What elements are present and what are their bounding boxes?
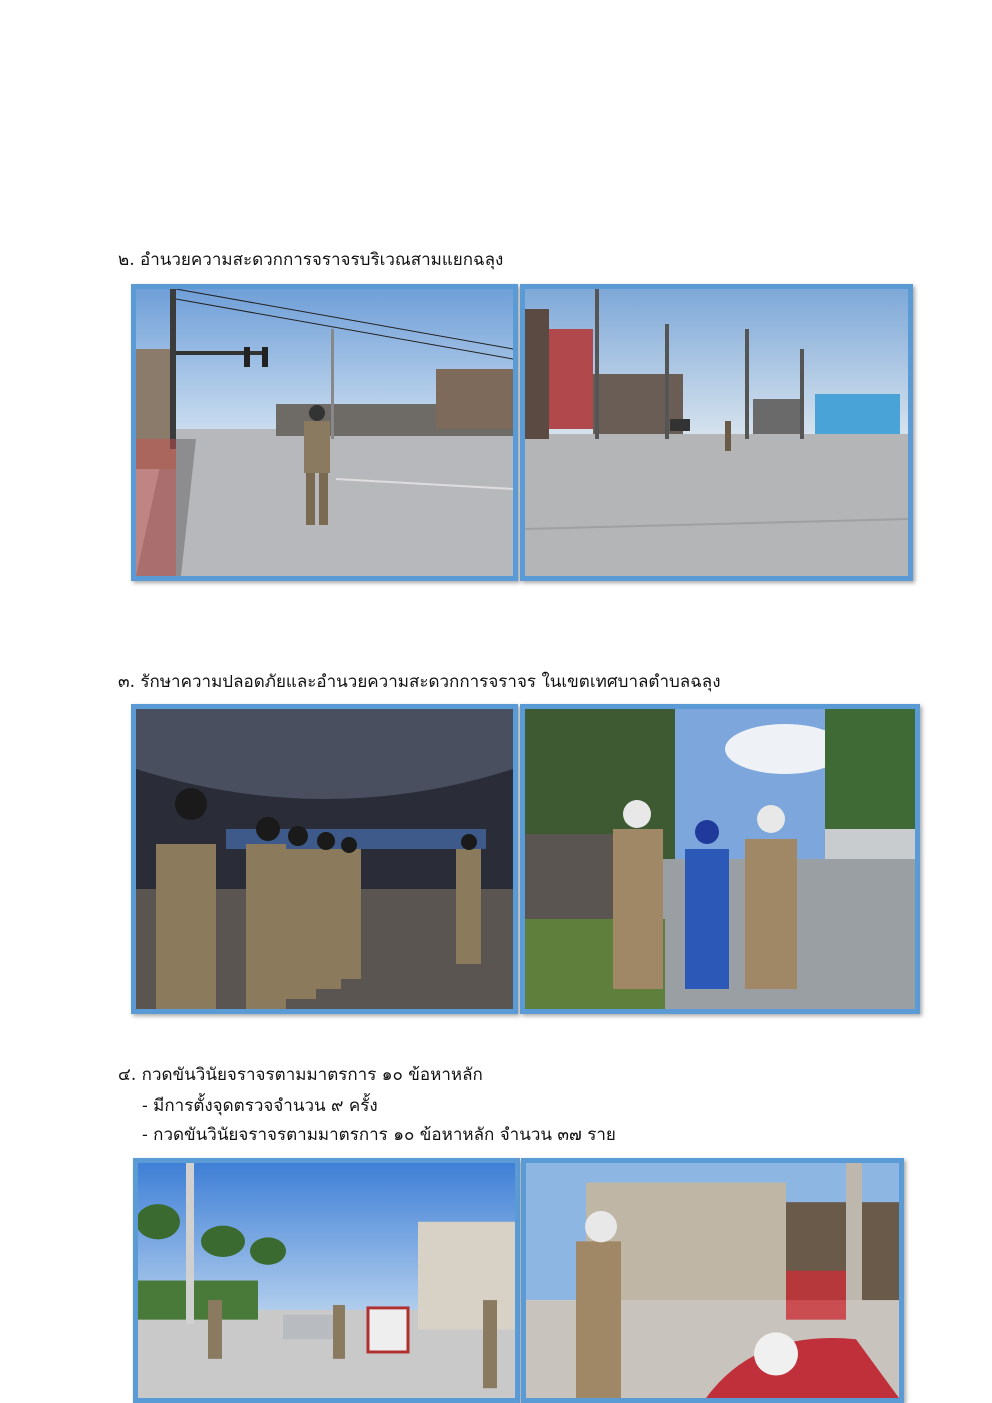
photo-officer-with-motorcycle (521, 1158, 904, 1403)
photo-intersection-road (520, 284, 913, 581)
photo-officer-at-intersection (131, 284, 518, 581)
photo-officers-lineup-night (131, 704, 518, 1014)
section-2-heading: ๒. อำนวยความสะดวกการจราจรบริเวณสามแยกฉลุง (118, 250, 504, 270)
section-4-heading: ๔. กวดขันวินัยจราจรตามมาตรการ ๑๐ ข้อหาหลัก (118, 1065, 483, 1085)
checkpoint-count-text: - มีการตั้งจุดตรวจจำนวน ๙ ครั้ง (142, 1096, 378, 1116)
section-3-heading: ๓. รักษาความปลอดภัยและอำนวยความสะดวกการจราจร ในเขตเทศบาลตำบลฉลุง (118, 672, 721, 692)
violations-count-text: - กวดขันวินัยจราจรตามมาตรการ ๑๐ ข้อหาหลัก จำนวน ๓๗ ราย (142, 1125, 616, 1145)
photo-officers-with-volunteer (520, 704, 920, 1014)
photo-checkpoint-road (133, 1158, 520, 1403)
